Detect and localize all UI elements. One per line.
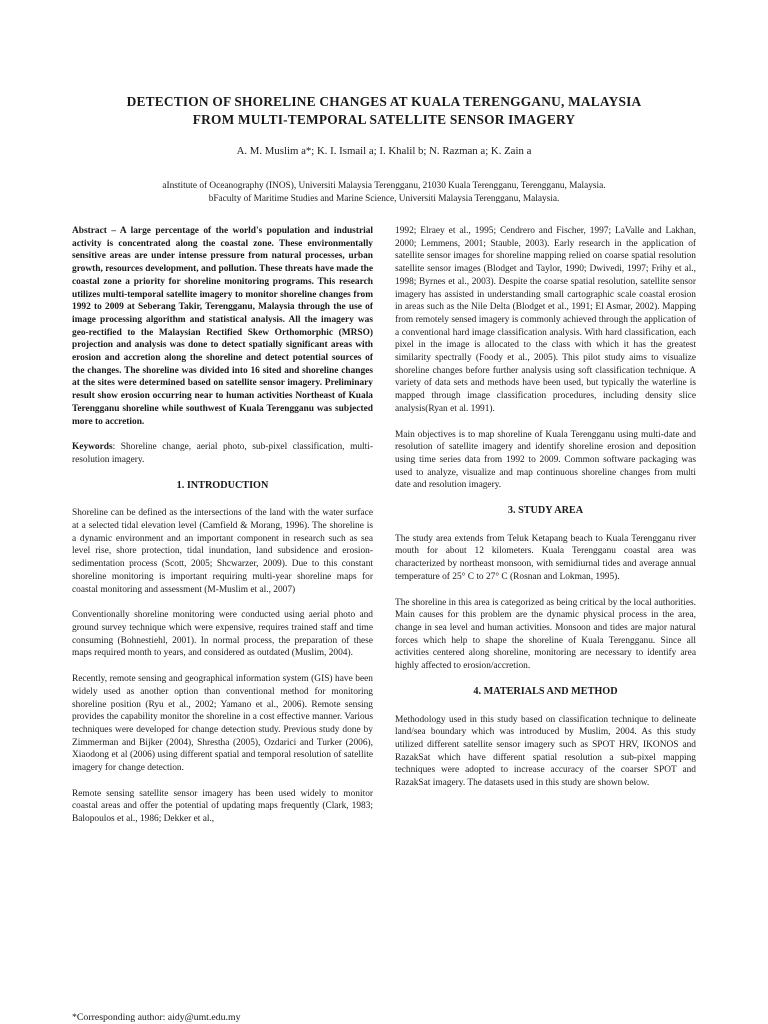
paper-title xyxy=(60,93,708,129)
affiliation-b: bFaculty of Maritime Studies and Marine Science, Universiti Malaysia Terengganu, Malaysia. xyxy=(208,194,560,204)
section-heading-materials-method: 4. MATERIALS AND METHOD xyxy=(473,685,618,697)
right-column xyxy=(395,225,696,803)
intro-paragraph-5: 1992; Elraey et al., 1995; Cendrero and Fischer, 1997; LaValle and Lakhan, 2000; Lemmens, 2001; Stauble, 2003). Early research in the application of satellite sensor images for shoreline mapping relied on coarse spatial resolution satellite sensor images (Blodget and Taylor, 1990; Dwivedi, 1997; Frihy et al., 1998; Byrnes et al., 2003). Despite the coarse spatial resolution, satellite sensor imagery has assisted in understanding small cartographic scale coastal erosion in areas such as the Nile Delta (Blodget et al., 1991; El Asmar, 2002). Mapping from remotely sensed imagery is commonly achieved through the application of a conventional hard image classification analysis. With hard classification, each pixel in the image is allocated to the class with which it has the greatest similarity spectrally (Foody et al., 2005). This pilot study aims to visualize shoreline changes before further analysis using soft classification technique. A variety of data sets and methods have been used, but typically the waterline is mapped through image classification procedures, including density slice analysis(Ryan et al. 1991). xyxy=(395,226,696,414)
paper-title-line-2: FROM MULTI-TEMPORAL SATELLITE SENSOR IMAGERY xyxy=(192,112,576,127)
abstract: Abstract – A large percentage of the world's population and industrial activity is concentrated along the coastal zone. These environmentally sensitive areas are under intense pressure from natural processes, urban growth, resources development, and pollution. These threats have made the coastal zone a priority for shoreline monitoring programs. This research utilizes multi-temporal satellite imagery to monitor shoreline changes from 1992 to 2009 at Seberang Takir, Terengganu, Malaysia through the use of image processing algorithm and statistical analysis. All the imagery was geo-rectified to the Malaysian Rectified Skew Orthomorphic (MRSO) projection and analysis was done to detect spatially significant areas with erosion and accretion along the shoreline and detect potential sources of the changes. The shoreline was divided into 16 sited and shoreline changes at the sites were determined based on satellite sensor imagery. Preliminary result show erosion occurring near to human activities Northeast of Kuala Terengganu shoreline while southwest of Kuala Terengganu was subjected more to accretion. xyxy=(72,226,373,427)
affiliations xyxy=(60,180,708,206)
objectives-paragraph: Main objectives is to map shoreline of Kuala Terengganu using multi-date and resolution of satellite imagery and identify shoreline erosion and deposition using time series data from 1992 to 2009. Common software packaging was used to analyze, visualize and map continuous shoreline changes from multi date and resolution imagery. xyxy=(395,429,696,491)
paper-title-line-1: DETECTION OF SHORELINE CHANGES AT KUALA TERENGGANU, MALAYSIA xyxy=(126,94,642,109)
study-area-paragraph-1: The study area extends from Teluk Ketapang beach to Kuala Terengganu river mouth for about 12 kilometers. Kuala Terengganu coastal area was characterized by northeast monsoon, with semidiurnal tides and average annual temperature of 25° C to 27° C (Rosnan and Lokman, 1995). xyxy=(395,533,696,582)
left-column xyxy=(72,225,373,839)
intro-paragraph-2: Conventionally shoreline monitoring were conducted using aerial photo and ground survey technique which were expensive, requires trained staff and time consuming (Bohnestiehl, 2001). In normal process, the preparation of these maps required month to years, and considered as outdated (Muslim, 2004). xyxy=(72,610,373,659)
affiliation-a: aInstitute of Oceanography (INOS), Universiti Malaysia Terengganu, 21030 Kuala Terengganu, Terengganu, Malaysia. xyxy=(162,181,606,191)
methods-paragraph: Methodology used in this study based on classification technique to delineate land/sea boundary which was introduced by Muslim, 2004. As this study utilized different satellite sensor imagery such as SPOT HRV, IKONOS and RazakSat which have different spatial resolution a sub-pixel mapping techniques were adopted to increase accuracy of the coarser SPOT and RazakSat imagery. The datasets used in this study are shown below. xyxy=(395,714,696,789)
intro-paragraph-3: Recently, remote sensing and geographical information system (GIS) have been widely used as another option than conventional method for monitoring shoreline position (Ryu et al., 2002; Yamano et al., 2006). Remote sensing provides the capability monitor the shoreline in a cost effective manner. Various techniques were developed for change detection study. Previous study done by Zimmerman and Bijker (2004), Shrestha (2005), Ozdarici and Turker (2006), Xiaodong et al (2006) using different spatial and temporal resolution of satellite imagery for change detection. xyxy=(72,674,373,774)
corresponding-author-footnote: *Corresponding author: aidy@umt.edu.my xyxy=(72,1012,241,1023)
keywords xyxy=(72,441,373,466)
section-heading-introduction: 1. INTRODUCTION xyxy=(176,479,269,491)
intro-paragraph-4: Remote sensing satellite sensor imagery has been used widely to monitor coastal areas and offer the potential of updating maps frequently (Clark, 1983; Balopoulos et al., 1986; Dekker et al., xyxy=(72,788,373,825)
keywords-label: Keywords xyxy=(72,442,113,453)
study-area-paragraph-2: The shoreline in this area is categorized as being critical by the local authorities. Main causes for this problem are the dynamic physical process in the area, change in sea level and human activities. Monsoon and tides are major natural forces which help to shape the shoreline of Kuala Terengganu. Since all activities centered along shoreline, monitoring are necessary to identify area highly affected to erosion/accretion. xyxy=(395,597,696,672)
intro-paragraph-1: Shoreline can be defined as the intersections of the land with the water surface at a selected tidal elevation level (Camfield & Morang, 1996). The shoreline is a dynamic environment and an important component in research such as sea level rise, shore protection, tidal inundation, land subsidence and erosion-sedimentation process (Scott, 2005; Shcwarzer, 2009). Due to this constant shoreline monitoring is important requiring multi-year shoreline maps for coastal monitoring and assessment (M-Muslim et al., 2007) xyxy=(72,508,373,595)
author-list: A. M. Muslim a*; K. I. Ismail a; I. Khalil b; N. Razman a; K. Zain a xyxy=(236,145,532,157)
section-heading-study-area: 3. STUDY AREA xyxy=(507,505,584,517)
keywords-text: : Shoreline change, aerial photo, sub-pixel classification, multi-resolution imagery. xyxy=(72,442,373,465)
